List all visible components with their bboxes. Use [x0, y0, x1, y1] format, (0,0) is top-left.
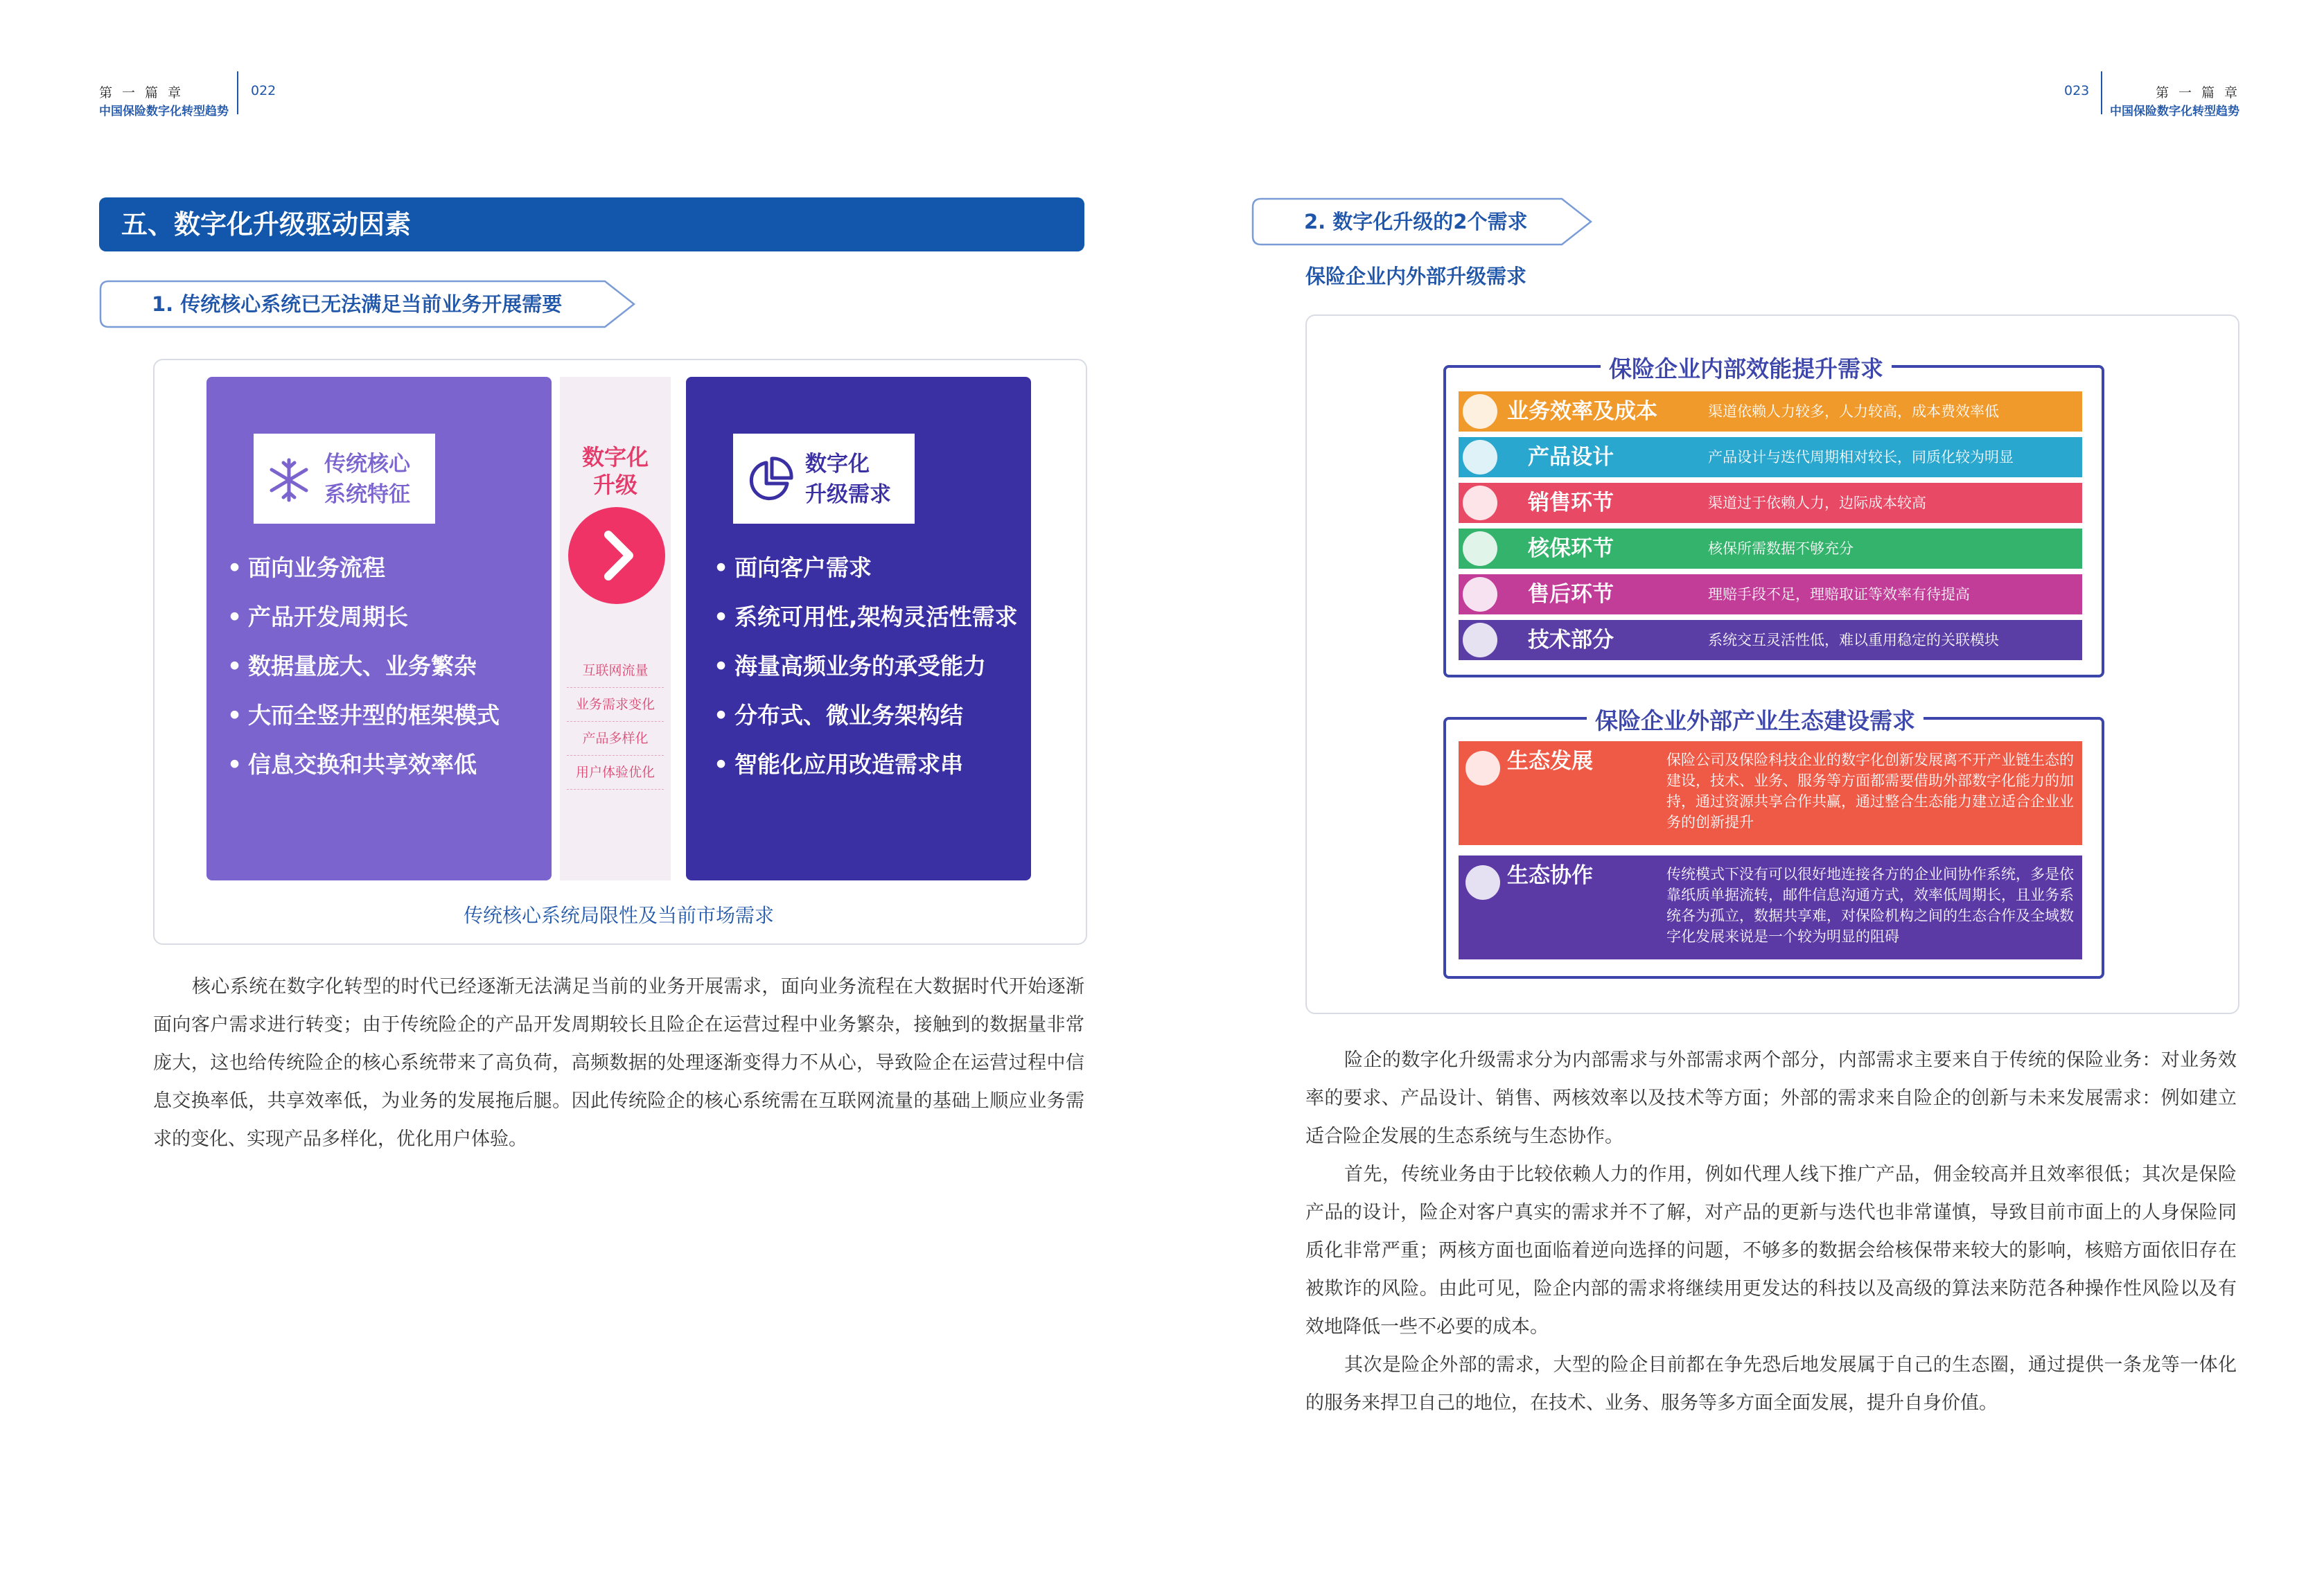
- external-needs-title: 保险企业外部产业生态建设需求: [1587, 703, 1924, 736]
- middle-title-2: 升级: [592, 472, 637, 498]
- middle-title-1: 数字化: [581, 444, 649, 470]
- list-item: 用户体验优化: [567, 756, 664, 790]
- paragraph-text: 险企的数字化升级需求分为内部需求与外部需求两个部分，内部需求主要来自于传统的保险业务：对业务效率的要求、产品设计、销售、两核效率以及技术等方面；外部的需求来自险企的创新与未来发展需求：例如建立适合险企发展的生态系统与生态协作。: [1305, 1049, 2237, 1147]
- label-line-2: 系统特征: [324, 482, 410, 507]
- page-number: 022: [251, 83, 276, 98]
- row-desc: 产品设计与迭代周期相对较长，同质化较为明显: [1708, 449, 2014, 466]
- list-item: • 大而全竖井型的框架模式: [227, 691, 500, 740]
- list-item: [1459, 437, 2082, 477]
- header-divider: [237, 71, 238, 114]
- row-desc: 核保所需数据不够充分: [1708, 540, 1854, 557]
- paragraph-text: 首先，传统业务由于比较依赖人力的作用，例如代理人线下推广产品，佣金较高并且效率很低；其次是保险产品的设计，险企对客户真实的需求并不了解，对产品的更新与迭代也非常谨慎，导致目前市面上的人身保险同质化非常严重；两核方面也面临着逆向选择的问题，不够多的数据会给核保带来较大的影响，核赔方面依旧存在被欺诈的风险。由此可见，险企内部的需求将继续用更发达的科技以及高级的算法来防范各种操作性风险以及有效地降低一些不必要的成本。: [1305, 1164, 2237, 1338]
- chapter-label: 第一篇章: [2156, 85, 2248, 100]
- row-desc: 渠道依赖人力较多，人力较高，成本费效率低: [1708, 403, 1999, 420]
- snowflake-icon: [265, 456, 313, 507]
- lightbulb-icon: [1463, 440, 1497, 475]
- list-item: • 海量高频业务的承受能力: [714, 641, 1018, 691]
- upgrade-middle-column: [560, 377, 671, 880]
- list-item: [1459, 574, 2082, 614]
- list-item: • 分布式、微业务架构结: [714, 691, 1018, 740]
- list-item: • 产品开发周期长: [227, 592, 500, 641]
- list-item: 互联网流量: [567, 654, 664, 688]
- chapter-label: 第一篇章: [99, 85, 191, 100]
- subheading-text: 2. 数字化升级的2个需求: [1304, 210, 1528, 233]
- chapter-subtitle: 中国保险数字化转型趋势: [2110, 105, 2239, 118]
- subheading-tag: [1251, 197, 1596, 246]
- subheading-tag: [99, 280, 640, 328]
- row-desc: 保险公司及保险科技企业的数字化创新发展离不开产业链生态的建设，技术、业务、服务等方面都需要借助外部数字化能力的加持，通过资源共享合作共赢，通过整合生态能力建立适合企业业务的创新提升: [1666, 752, 2074, 831]
- pie-chart-icon: [744, 454, 795, 508]
- list-item: • 数据量庞大、业务繁杂: [227, 641, 500, 691]
- label-line-1: 传统核心: [324, 452, 410, 477]
- label-line-1: 数字化: [805, 452, 870, 477]
- subheading-text: 1. 传统核心系统已无法满足当前业务开展需要: [152, 292, 563, 316]
- row-label: 产品设计: [1528, 445, 1614, 470]
- page-number: 023: [2064, 83, 2090, 98]
- middle-item-list: [567, 654, 664, 790]
- row-label: 销售环节: [1528, 490, 1614, 515]
- row-label: 技术部分: [1528, 628, 1614, 653]
- row-desc: 渠道过于依赖人力，边际成本较高: [1708, 495, 1926, 511]
- list-item: • 面向客户需求: [714, 543, 1018, 592]
- headset-icon: [1463, 577, 1497, 612]
- label-line-2: 升级需求: [805, 482, 891, 507]
- traditional-core-panel: [206, 377, 552, 880]
- row-label: 业务效率及成本: [1507, 399, 1657, 424]
- list-item: • 系统可用性,架构灵活性需求: [714, 592, 1018, 641]
- growth-icon: [1465, 751, 1500, 786]
- figure-caption: 传统核心系统局限性及当前市场需求: [463, 904, 774, 927]
- row-desc: 系统交互灵活性低，难以重用稳定的关联模块: [1708, 632, 1999, 648]
- digital-upgrade-panel: [686, 377, 1031, 880]
- list-item: • 面向业务流程: [227, 543, 500, 592]
- row-label: 生态发展: [1507, 749, 1593, 774]
- section-title: 五、数字化升级驱动因素: [121, 209, 412, 240]
- row-desc: 传统模式下没有可以很好地连接各方的企业间协作系统，多是依靠纸质单据流转，邮件信息沟通方式，效率低周期长，且业务系统各为孤立，数据共享难，对保险机构之间的生态合作及全域数字化发展来说是一个较为明显的阻碍: [1666, 866, 2074, 945]
- handshake-icon: [1465, 865, 1500, 900]
- gear-icon: [1463, 623, 1497, 657]
- chapter-subtitle: 中国保险数字化转型趋势: [99, 105, 229, 118]
- list-item: • 信息交换和共享效率低: [227, 740, 500, 789]
- list-item: [1459, 855, 2082, 959]
- list-item: [1459, 483, 2082, 523]
- paragraph-text: 核心系统在数字化转型的时代已经逐渐无法满足当前的业务开展需求，面向业务流程在大数据时代开始逐渐面向客户需求进行转变；由于传统险企的产品开发周期较长且险企在运营过程中业务繁杂，接触到的数据量非常庞大，这也给传统险企的核心系统带来了高负荷，高频数据的处理逐渐变得力不从心，导致险企在运营过程中信息交换率低，共享效率低，为业务的发展拖后腿。因此传统险企的核心系统需在互联网流量的基础上顺应业务需求的变化、实现产品多样化，优化用户体验。: [153, 976, 1084, 1150]
- paragraph-text: 其次是险企外部的需求，大型的险企目前都在争先恐后地发展属于自己的生态圈，通过提供一条龙等一体化的服务来捍卫自己的地位，在技术、业务、服务等多方面全面发展，提升自身价值。: [1305, 1354, 2237, 1414]
- list-item: [1459, 620, 2082, 660]
- traditional-features-list: [227, 543, 500, 789]
- panel-label: [254, 434, 435, 524]
- list-item: [1459, 391, 2082, 432]
- figure-title: 保险企业内外部升级需求: [1305, 265, 1527, 288]
- row-desc: 理赔手段不足，理赔取证等效率有待提高: [1708, 586, 1970, 603]
- list-item: 产品多样化: [567, 722, 664, 756]
- upgrade-needs-list: [714, 543, 1018, 789]
- body-paragraph: [153, 968, 1084, 1158]
- row-label: 核保环节: [1528, 536, 1614, 561]
- body-paragraphs: [1305, 1041, 2237, 1422]
- internal-needs-title: 保险企业内部效能提升需求: [1601, 351, 1892, 384]
- shield-icon: [1463, 531, 1497, 566]
- header-divider: [2101, 71, 2102, 114]
- chevron-right-icon: [568, 507, 665, 604]
- list-item: 业务需求变化: [567, 688, 664, 722]
- cart-icon: [1463, 486, 1497, 520]
- briefcase-icon: [1463, 394, 1497, 429]
- row-label: 售后环节: [1528, 582, 1614, 607]
- list-item: • 智能化应用改造需求串: [714, 740, 1018, 789]
- panel-label: [733, 434, 915, 524]
- list-item: [1459, 529, 2082, 569]
- row-label: 生态协作: [1507, 863, 1593, 888]
- list-item: [1459, 741, 2082, 845]
- section-banner: [99, 197, 1084, 251]
